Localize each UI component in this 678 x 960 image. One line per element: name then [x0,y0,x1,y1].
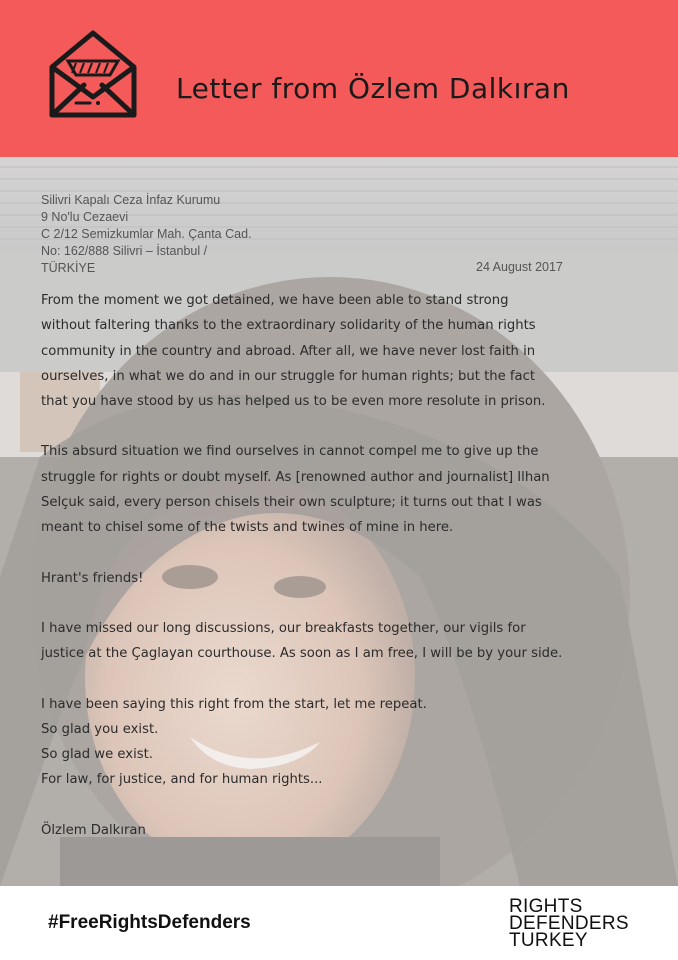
logo-line: RIGHTS [509,896,583,917]
paragraph-5 [41,692,641,793]
text-line: So glad you exist. [41,721,159,737]
logo-line: DEFENDERS [509,913,629,934]
text-line: From the moment we got detained, we have been able to stand strong [41,293,509,308]
letter-header [0,0,678,157]
text-line: So glad we exist. [41,747,153,763]
page-title: Letter from Özlem Dalkıran [176,72,570,105]
text-line: justice at the Çaglayan courthouse. As soon as I am free, I will be by your side. [41,646,563,662]
letter-body [41,288,641,868]
paragraph-3 [41,566,641,591]
logo-line: TURKEY [509,930,588,951]
address-line: 9 No'lu Cezaevi [41,210,129,224]
rights-defenders-logo [509,898,629,949]
address-line: C 2/12 Semizkumlar Mah. Çanta Cad. [41,227,252,241]
letter-date: 24 August 2017 [476,260,563,274]
address-line: Silivri Kapalı Ceza İnfaz Kurumu [41,193,221,207]
signature [41,818,641,843]
text-line: For law, for justice, and for human rights... [41,772,323,788]
sender-address [41,192,252,277]
text-line: meant to chisel some of the twists and twines of mine in here. [41,520,454,536]
signature-text: Ölzlem Dalkıran [41,822,146,838]
text-line: struggle for rights or doubt myself. As [renowned author and journalist] Ilhan [41,469,550,485]
address-line: TÜRKİYE [41,261,96,275]
text-line: This absurd situation we find ourselves in cannot compel me to give up the [41,444,539,460]
text-line: that you have stood by us has helped us to be even more resolute in prison. [41,394,546,410]
text-line: without faltering thanks to the extraordinary solidarity of the human rights [41,318,536,334]
text-line: ourselves, in what we do and in our struggle for human rights; but the fact [41,368,536,384]
text-line: Selçuk said, every person chisels their own sculpture; it turns out that I was [41,495,542,511]
text-line: community in the country and abroad. After all, we have never lost faith in [41,343,536,359]
text-line: I have been saying this right from the start, let me repeat. [41,696,427,712]
text-line: I have missed our long discussions, our breakfasts together, our vigils for [41,620,526,636]
envelope-icon [46,27,140,121]
address-line: No: 162/888 Silivri – İstanbul / [41,244,208,258]
paragraph-4 [41,616,641,667]
paragraph-2 [41,439,641,540]
text-line: Hrant's friends! [41,570,144,586]
paragraph-1 [41,288,641,414]
hashtag: #FreeRightsDefenders [48,912,251,933]
